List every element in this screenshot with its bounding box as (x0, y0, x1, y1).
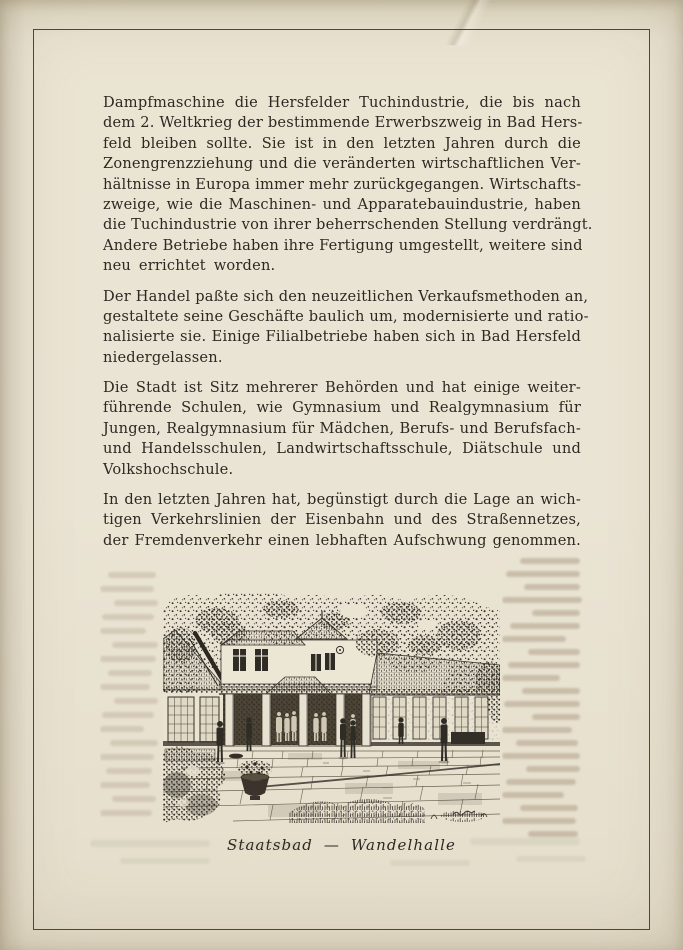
body-text-block (103, 93, 593, 551)
wandelhalle-illustration (163, 593, 500, 823)
paper-edge-shadow (0, 0, 26, 950)
planter (238, 760, 272, 800)
text-line: Andere Betriebe haben ihre Fertigung umgestellt, weitere sind (103, 236, 583, 254)
text-line: In den letzten Jahren hat, begünstigt durch die Lage an wich- (103, 491, 581, 509)
text-line: tigen Verkehrslinien der Eisenbahn und des Straßennetzes, (103, 511, 581, 529)
text-line: führende Schulen, wie Gymnasium und Realgymnasium für (103, 399, 581, 417)
colonnade-porch (219, 684, 371, 746)
text-line: die Tuchindustrie von ihrer beherrschenden Stellung verdrängt. (103, 216, 593, 234)
text-line: nalisierte sie. Einige Filialbetriebe haben sich in Bad Hersfeld (103, 328, 581, 346)
text-line: neu errichtet worden. (103, 257, 276, 275)
text-line: Der Handel paßte sich den neuzeitlichen Verkaufsmethoden an, (103, 287, 589, 305)
text-line: zweige, wie die Maschinen- und Apparatebauindustrie, haben (103, 195, 581, 213)
text-line: Volkshochschule. (103, 460, 234, 478)
text-line: Zonengrenzziehung und die veränderten wirtschaftlichen Ver- (103, 155, 581, 173)
text-line: der Fremdenverkehr einen lebhaften Aufschwung genommen. (103, 531, 581, 549)
text-line: Dampfmaschine die Hersfelder Tuchindustrie, die bis nach (103, 94, 581, 111)
text-line: niedergelassen. (103, 348, 223, 366)
text-line: Die Stadt ist Sitz mehrerer Behörden und hat einige weiter- (103, 379, 581, 397)
illustration-caption: Staatsbad — Wandelhalle (227, 836, 456, 854)
paragraph-tuchindustrie (103, 93, 593, 277)
text-line: hältnisse in Europa immer mehr zurückgegangen. Wirtschafts- (103, 175, 582, 193)
reverse-page-bleedthrough-right (502, 556, 594, 856)
text-line: gestaltete seine Geschäfte baulich um, modernisierte und ratio- (103, 307, 589, 325)
text-line: feld bleiben sollte. Sie ist in den letzten Jahren durch die (103, 134, 581, 152)
text-line: Jungen, Realgymnasium für Mädchen, Berufs- und Berufsfach- (103, 419, 581, 437)
paragraph-fremdenverkehr (103, 490, 581, 551)
text-line: und Handelsschulen, Landwirtschaftsschule, Diätschule und (103, 440, 581, 458)
paragraph-handel (103, 287, 589, 369)
text-line: dem 2. Weltkrieg der bestimmende Erwerbszweig in Bad Hers- (103, 114, 583, 132)
paragraph-schulen (103, 378, 581, 480)
reverse-page-bleedthrough-left (100, 568, 160, 830)
